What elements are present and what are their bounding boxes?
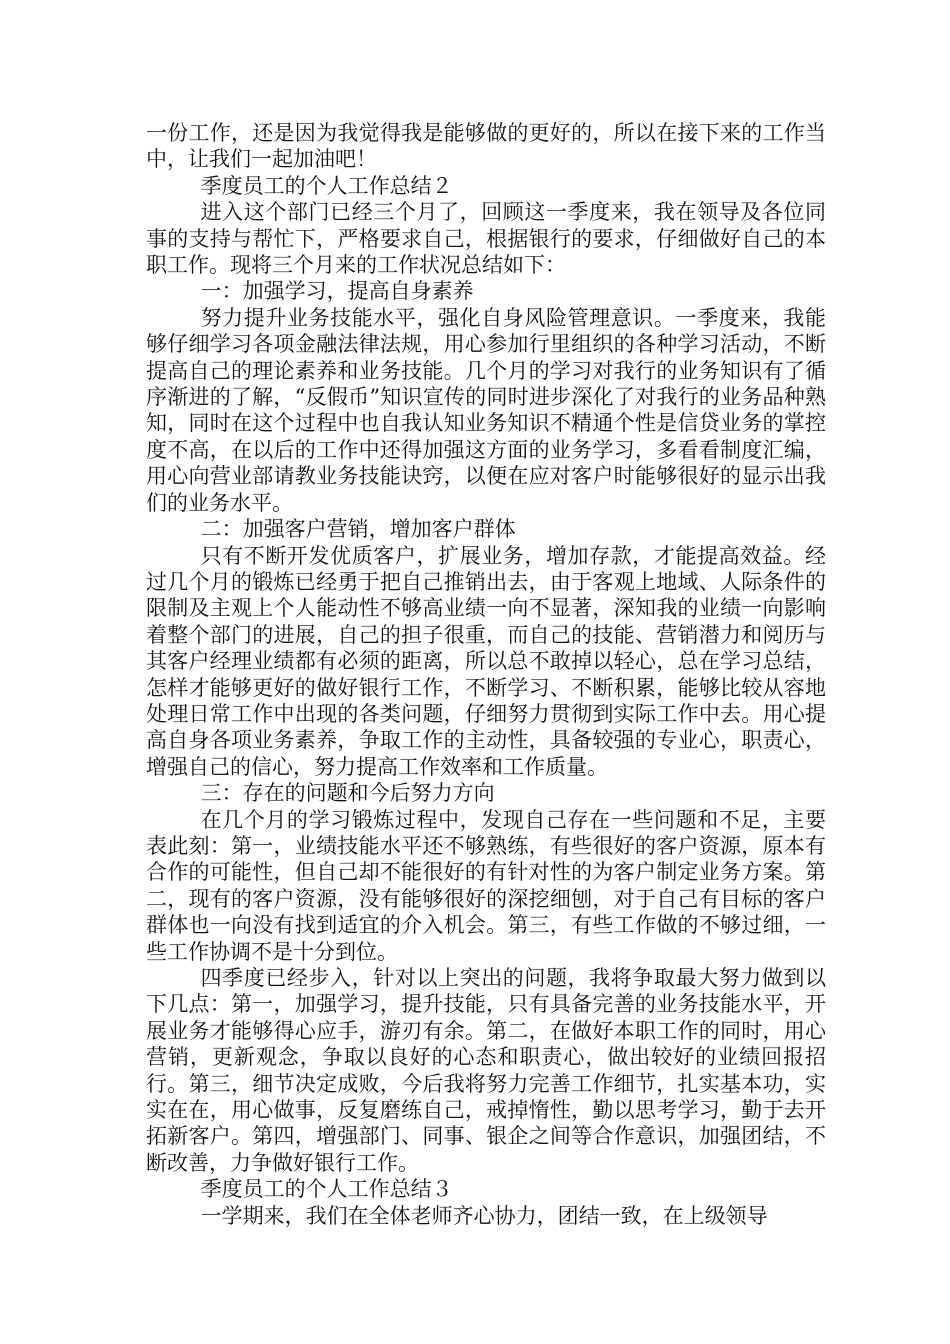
- section-heading-problems: 三：存在的问题和今后努力方向: [200, 781, 495, 806]
- section-heading-summary-2: 季度员工的个人工作总结２: [200, 173, 453, 198]
- paragraph-continuation: 一份工作，还是因为我觉得我是能够做的更好的，所以在接下来的工作当中，让我们一起加油吧！: [146, 121, 826, 172]
- section-heading-learning: 一：加强学习，提高自身素养: [200, 279, 474, 304]
- paragraph-summary-3-start: 一学期来，我们在全体老师齐心协力，团结一致，在上级领导: [200, 1203, 768, 1228]
- section-heading-marketing: 二：加强客户营销，增加客户群体: [200, 517, 516, 542]
- section-heading-summary-3: 季度员工的个人工作总结３: [200, 1177, 453, 1202]
- paragraph-learning: 努力提升业务技能水平，强化自身风险管理意识。一季度来，我能够仔细学习各项金融法律法规，用心参加行里组织的各种学习活动，不断提高自己的理论素养和业务技能。几个月的学习对我行的业务知识有了循序渐进的了解，“反假币”知识宣传的同时进步深化了对我行的业务品种熟知，同时在这个过程中也自我认知业务知识不精通个性是信贷业务的掌控度不高，在以后的工作中还得加强这方面的业务学习，多看看制度汇编，用心向营业部请教业务技能诀窍，以便在应对客户时能够很好的显示出我们的业务水平。: [146, 305, 826, 515]
- paragraph-plans: 四季度已经步入，针对以上突出的问题，我将争取最大努力做到以下几点：第一，加强学习，提升技能，只有具备完善的业务技能水平，开展业务才能够得心应手，游刃有余。第二，在做好本职工作的同时，用心营销，更新观念，争取以良好的心态和职责心，做出较好的业绩回报招行。第三，细节决定成败，今后我将努力完善工作细节，扎实基本功，实实在在，用心做事，反复磨练自己，戒掉惰性，勤以思考学习，勤于去开拓新客户。第四，增强部门、同事、银企之间等合作意识，加强团结，不断改善，力争做好银行工作。: [146, 966, 826, 1175]
- paragraph-marketing: 只有不断开发优质客户，扩展业务，增加存款，才能提高效益。经过几个月的锻炼已经勇于把自己推销出去，由于客观上地域、人际条件的限制及主观上个人能动性不够高业绩一向不显著，深知我的业绩一向影响着整个部门的进展，自己的担子很重，而自己的技能、营销潜力和阅历与其客户经理业绩都有必须的距离，所以总不敢掉以轻心，总在学习总结，怎样才能够更好的做好银行工作，不断学习、不断积累，能够比较从容地处理日常工作中出现的各类问题，仔细努力贯彻到实际工作中去。用心提高自身各项业务素养，争取工作的主动性，具备较强的专业心，职责心，增强自己的信心，努力提高工作效率和工作质量。: [146, 543, 826, 779]
- document-body: [146, 120, 826, 1229]
- paragraph-problems: 在几个月的学习锻炼过程中，发现自己存在一些问题和不足，主要表此刻：第一，业绩技能水平还不够熟练，有些很好的客户资源，原本有合作的可能性，但自己却不能很好的有针对性的为客户制定业务方案。第二，现有的客户资源，没有能够很好的深挖细刨，对于自己有目标的客户群体也一向没有找到适宜的介入机会。第三，有些工作做的不够过细，一些工作协调不是十分到位。: [146, 807, 826, 964]
- paragraph-intro: 进入这个部门已经三个月了，回顾这一季度来，我在领导及各位同事的支持与帮忙下，严格要求自己，根据银行的要求，仔细做好自己的本职工作。现将三个月来的工作状况总结如下：: [146, 200, 826, 278]
